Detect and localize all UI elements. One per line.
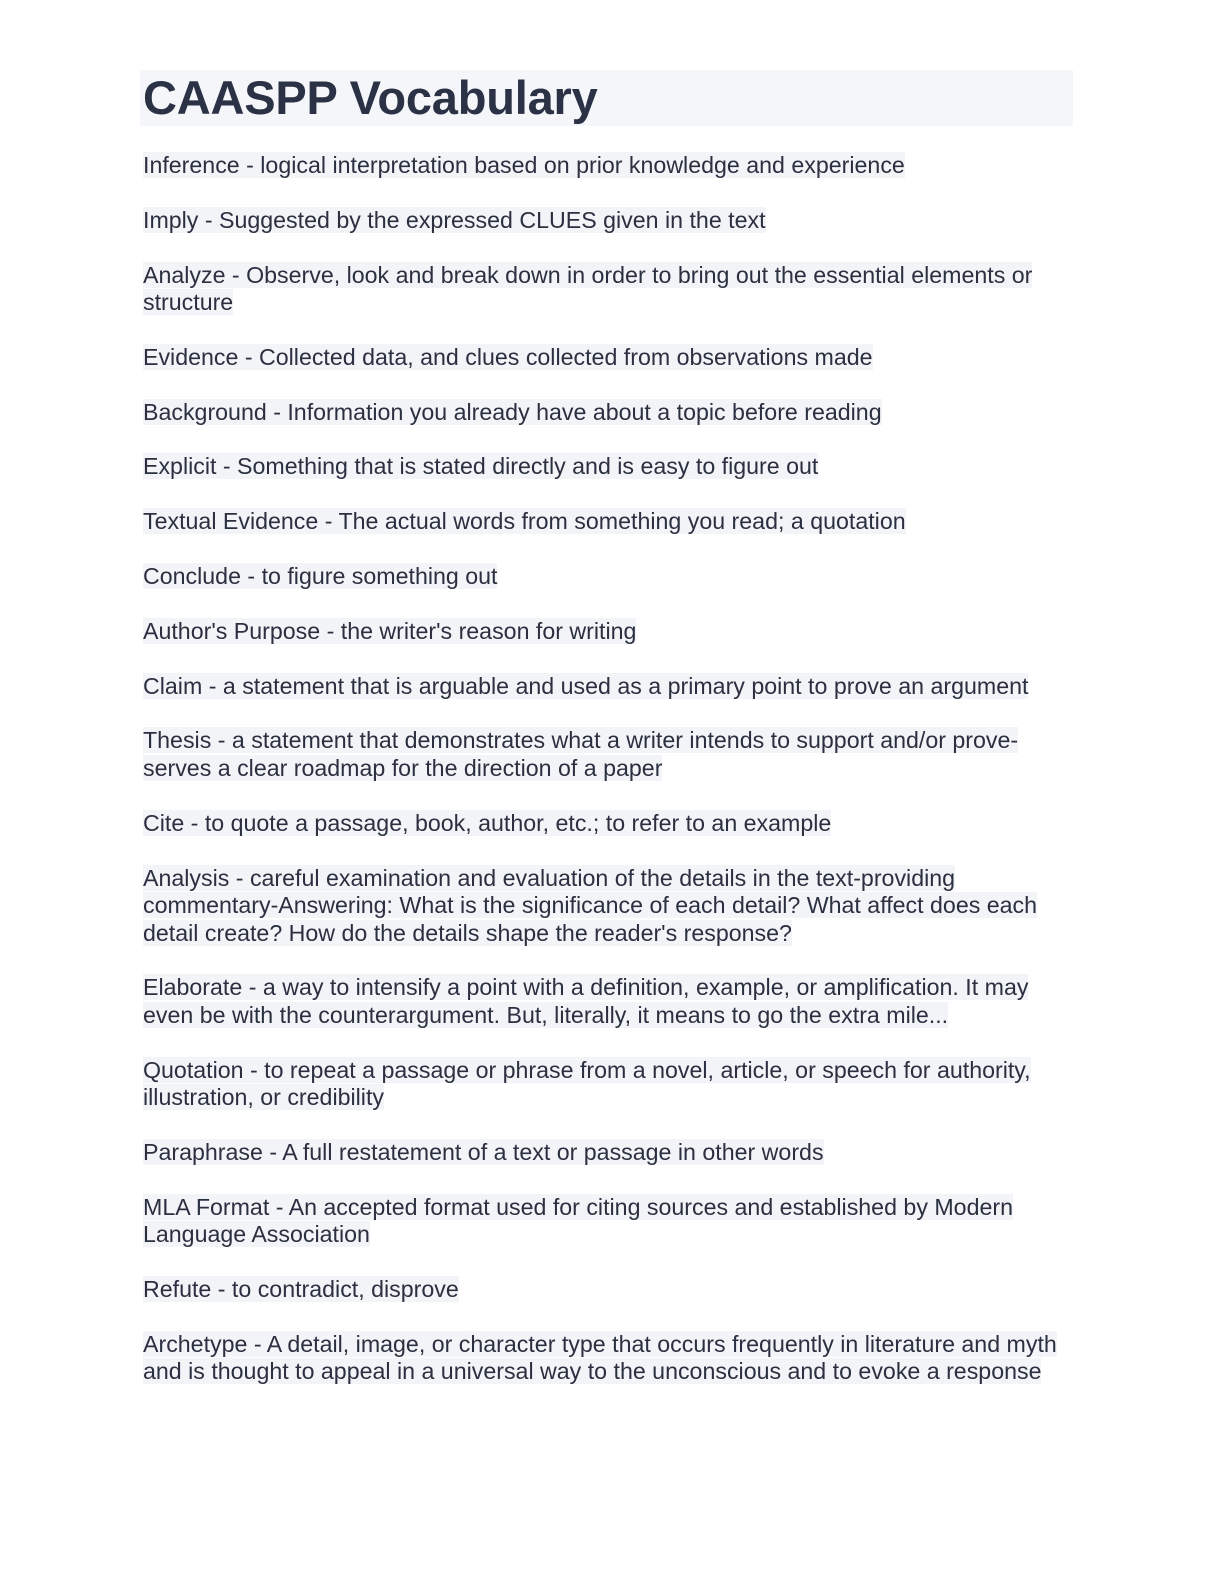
vocabulary-entry-conclude: Conclude - to figure something out — [143, 563, 498, 590]
title-bar — [140, 70, 1073, 126]
vocabulary-entry-authors-purpose: Author's Purpose - the writer's reason for writing — [143, 617, 637, 644]
vocabulary-entry-quotation: Quotation - to repeat a passage or phrase from a novel, article, or speech for authority, illustration, or credibility — [143, 1056, 1031, 1111]
document-page — [140, 70, 1073, 1413]
vocabulary-entry-inference: Inference - logical interpretation based on prior knowledge and experience — [143, 152, 905, 178]
vocabulary-list — [140, 152, 1073, 1386]
vocabulary-entry-imply: Imply - Suggested by the expressed CLUES given in the text — [143, 206, 766, 233]
vocabulary-entry-refute: Refute - to contradict, disprove — [143, 1276, 459, 1303]
vocabulary-entry-analysis: Analysis - careful examination and evaluation of the details in the text-providing commentary-Answering: What is the significance of each detail? What affect does each detail create? How do the details shape the reader's response? — [143, 864, 1038, 946]
vocabulary-entry-thesis: Thesis - a statement that demonstrates what a writer intends to support and/or prove- serves a clear roadmap for the direction of a paper — [143, 727, 1019, 781]
vocabulary-entry-archetype: Archetype - A detail, image, or character type that occurs frequently in literature and myth and is thought to appeal in a universal way to the unconscious and to evoke a response — [143, 1330, 1057, 1385]
vocabulary-entry-evidence: Evidence - Collected data, and clues collected from observations made — [143, 343, 873, 370]
vocabulary-entry-claim: Claim - a statement that is arguable and used as a primary point to prove an argument — [143, 672, 1029, 699]
page-title: CAASPP Vocabulary — [143, 71, 598, 124]
vocabulary-entry-paraphrase: Paraphrase - A full restatement of a text or passage in other words — [143, 1138, 824, 1165]
vocabulary-entry-analyze: Analyze - Observe, look and break down in order to bring out the essential elements or structure — [143, 261, 1033, 316]
vocabulary-entry-textual-evidence: Textual Evidence - The actual words from something you read; a quotation — [143, 508, 906, 535]
vocabulary-entry-elaborate: Elaborate - a way to intensify a point with a definition, example, or amplification. It may even be with the counterargument. But, literally, it means to go the extra mile... — [143, 974, 1029, 1028]
vocabulary-entry-explicit: Explicit - Something that is stated directly and is easy to figure out — [143, 453, 819, 480]
vocabulary-entry-cite: Cite - to quote a passage, book, author, etc.; to refer to an example — [143, 809, 832, 836]
vocabulary-entry-background: Background - Information you already have about a topic before reading — [143, 398, 882, 425]
vocabulary-entry-mla-format: MLA Format - An accepted format used for citing sources and established by Modern Language Association — [143, 1193, 1013, 1248]
